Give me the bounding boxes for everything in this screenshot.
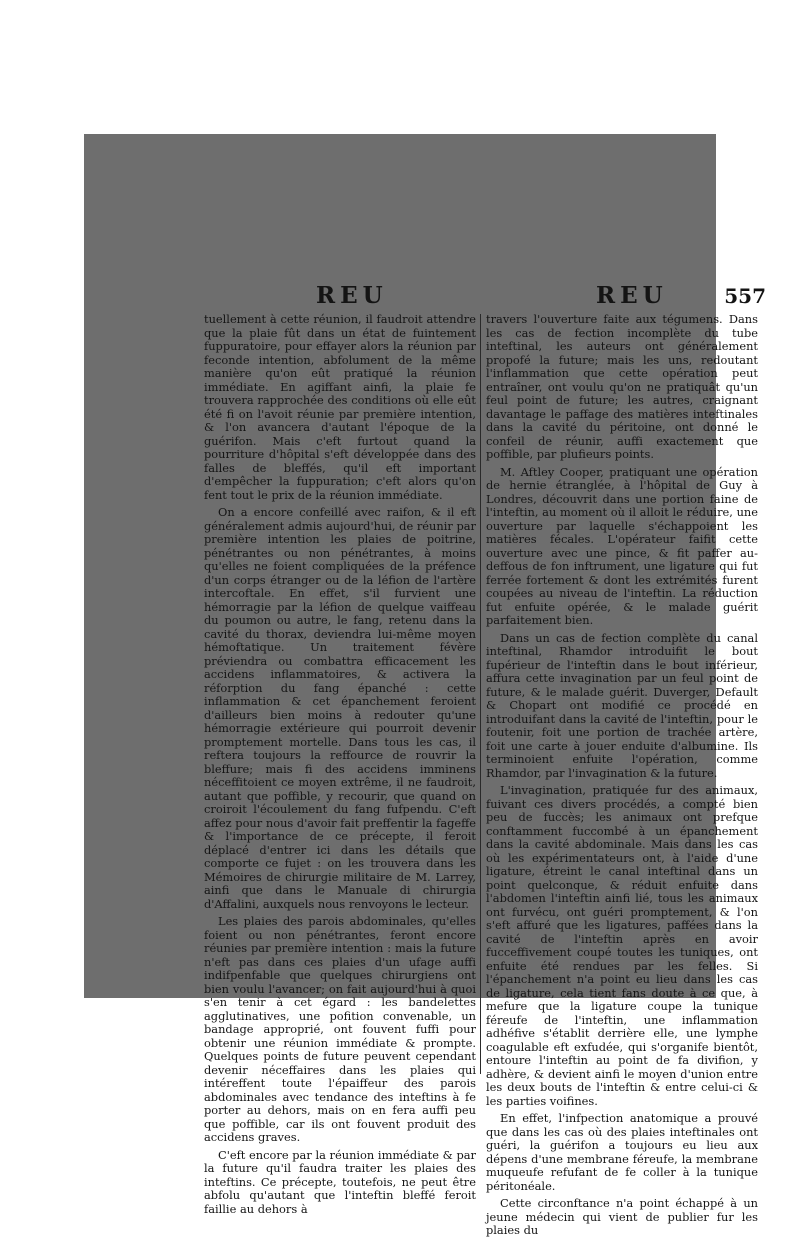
right-paragraph: M. Aftley Cooper, pratiquant une opération de hernie étranglée, à l'hôpital de Guy à Londres, découvrit dans une portion faine de l'inteftin, au moment où il alloit le réduire, une ouverture par laquelle s'échappoient les matières fécales. L'opérateur faifit cette ouverture avec une pince, & fit paffer au-deffous de fon inftrument, une ligature qui fut ferrée fortement & dont les extrémités furent coupées au niveau de l'inteftin. La réduction fut enfuite opérée, & le malade guérit parfaitement bien. [486,464,758,627]
left-column [204,312,476,1216]
right-paragraph: Cette circonftance n'a point échappé à un jeune médecin qui vient de publier fur les plaies du [486,1196,758,1237]
scanned-page-background [84,134,766,1237]
right-paragraph: Dans un cas de fection complète du canal inteftinal, Rhamdor introduifit le bout fupérieur de l'inteftin dans le bout inférieur, affura cette invagination par un feul point de future, & le malade guérit. Duverger, Default & Chopart ont modifié ce procédé en introduifant dans la cavité de l'inteftin, pour le foutenir, foit une portion de trachée artère, foit une carte à jouer enduite d'albumine. Ils terminoient enfuite l'opération, comme Rhamdor, par l'invagination & la future. [486,630,758,780]
page-number: 557 [724,284,766,308]
running-head-right: REU [596,282,668,309]
left-paragraph: tuellement à cette réunion, il faudroit attendre que la plaie fût dans un état de fuintement fuppuratoire, pour effayer alors la réunion par feconde intention, abfolument de la même manière qu'on eût pratiqué la réunion immédiate. En agiffant ainfi, la plaie fe trouvera rapprochée des conditions où elle eût été fi on l'avoit réunie par première intention, & l'on avancera d'autant l'époque de la guérifon. Mais c'eft furtout quand la pourriture d'hôpital s'eft développée dans des falles de bleffés, qu'il eft important d'empêcher la fuppuration; c'eft alors qu'on fent tout le prix de la réunion immédiate. [204,312,476,502]
right-paragraph: En effet, l'infpection anatomique a prouvé que dans les cas où des plaies inteftinales ont guéri, la guérifon a toujours eu lieu aux dépens d'une membrane féreufe, la membrane muqueufe refufant de fe coller à la tunique péritonéale. [486,1111,758,1193]
right-paragraph: L'invagination, pratiquée fur des animaux, fuivant ces divers procédés, a compté bien peu de fuccès; les animaux ont prefque conftamment fuccombé à un épanchement dans la cavité abdominale. Mais dans les cas où les expérimentateurs ont, à l'aide d'une ligature, étreint le canal inteftinal dans un point quelconque, & réduit enfuite dans l'abdomen l'inteftin ainfi lié, tous les animaux ont furvécu, ont guéri promptement, & l'on s'eft affuré que les ligatures, paffées dans la cavité de l'inteftin après en avoir fucceffivement coupé toutes les tuniques, ont enfuite été rendues par les felles. Si l'épanchement n'a point eu lieu dans les cas de ligature, cela tient fans doute à ce que, à mefure que la ligature coupe la tunique féreufe de l'inteftin, une inflammation adhéfive s'établit derrière elle, une lymphe coagulable eft exfudée, qui s'organife bientôt, entoure l'inteftin au point de fa divifion, y adhère, & devient ainfi le moyen d'union entre les deux bouts de l'inteftin & entre celui-ci & les parties voifines. [486,783,758,1108]
right-column [486,312,758,1237]
left-paragraph: C'eft encore par la réunion immédiate & par la future qu'il faudra traiter les plaies des inteftins. Ce précepte, toutefois, ne peut être abfolu qu'autant que l'inteftin bleffé feroit faillie au dehors à [204,1147,476,1216]
running-head-left: REU [316,282,388,309]
book-page [196,280,772,1237]
left-paragraph: On a encore confeillé avec raifon, & il eft généralement admis aujourd'hui, de réunir par première intention les plaies de poitrine, pénétrantes ou non pénétrantes, à moins qu'elles ne foient compliquées de la préfence d'un corps étranger ou de la léfion de l'artère intercoftale. En effet, s'il furvient une hémorragie par la léfion de quelque vaiffeau du poumon ou autre, le fang, retenu dans la cavité du thorax, deviendra lui-même moyen hémoftatique. Un traitement févère préviendra ou combattra efficacement les accidens inflammatoires, & activera la réforption du fang épanché : cette inflammation & cet épanchement feroient d'ailleurs bien moins à redouter qu'une hémorragie extérieure qui pourroit devenir promptement mortelle. Dans tous les cas, il reftera toujours la reffource de rouvrir la bleffure; mais fi des accidens imminens néceffitoient ce moyen extrême, il ne faudroit, autant que poffible, y recourir, que quand on croiroit l'écoulement du fang fufpendu. C'eft affez pour nous d'avoir fait preffentir la fageffe & l'importance de ce précepte, il feroit déplacé d'entrer ici dans les détails que comporte ce fujet : on les trouvera dans les Mémoires de chirurgie militaire de M. Larrey, ainfi que dans le Manuale di chirurgia d'Affalini, auxquels nous renvoyons le lecteur. [204,505,476,911]
right-paragraph: travers l'ouverture faite aux tégumens. Dans les cas de fection incomplète du tube inteftinal, les auteurs ont généralement propofé la future; mais les uns, redoutant l'inflammation que cette opération peut entraîner, ont voulu qu'on ne pratiquât qu'un feul point de future; les autres, craignant davantage le paffage des matières inteftinales dans la cavité du péritoine, ont donné le confeil de réunir, auffi exactement que poffible, par plufieurs points. [486,312,758,461]
column-divider [480,314,481,1074]
left-paragraph: Les plaies des parois abdominales, qu'elles foient ou non pénétrantes, feront encore réunies par première intention : mais la future n'eft pas dans ces plaies d'un ufage auffi indifpenfable que quelques chirurgiens ont bien voulu l'avancer; on fait aujourd'hui à quoi s'en tenir à cet égard : les bandelettes agglutinatives, une pofition convenable, un bandage approprié, ont fouvent fuffi pour obtenir une réunion immédiate & prompte. Quelques points de future peuvent cependant devenir néceffaires dans les plaies qui intéreffent toute l'épaiffeur des parois abdominales avec tendance des inteftins à fe porter au dehors, mais on en fera auffi peu que poffible, car ils ont fouvent produit des accidens graves. [204,914,476,1144]
